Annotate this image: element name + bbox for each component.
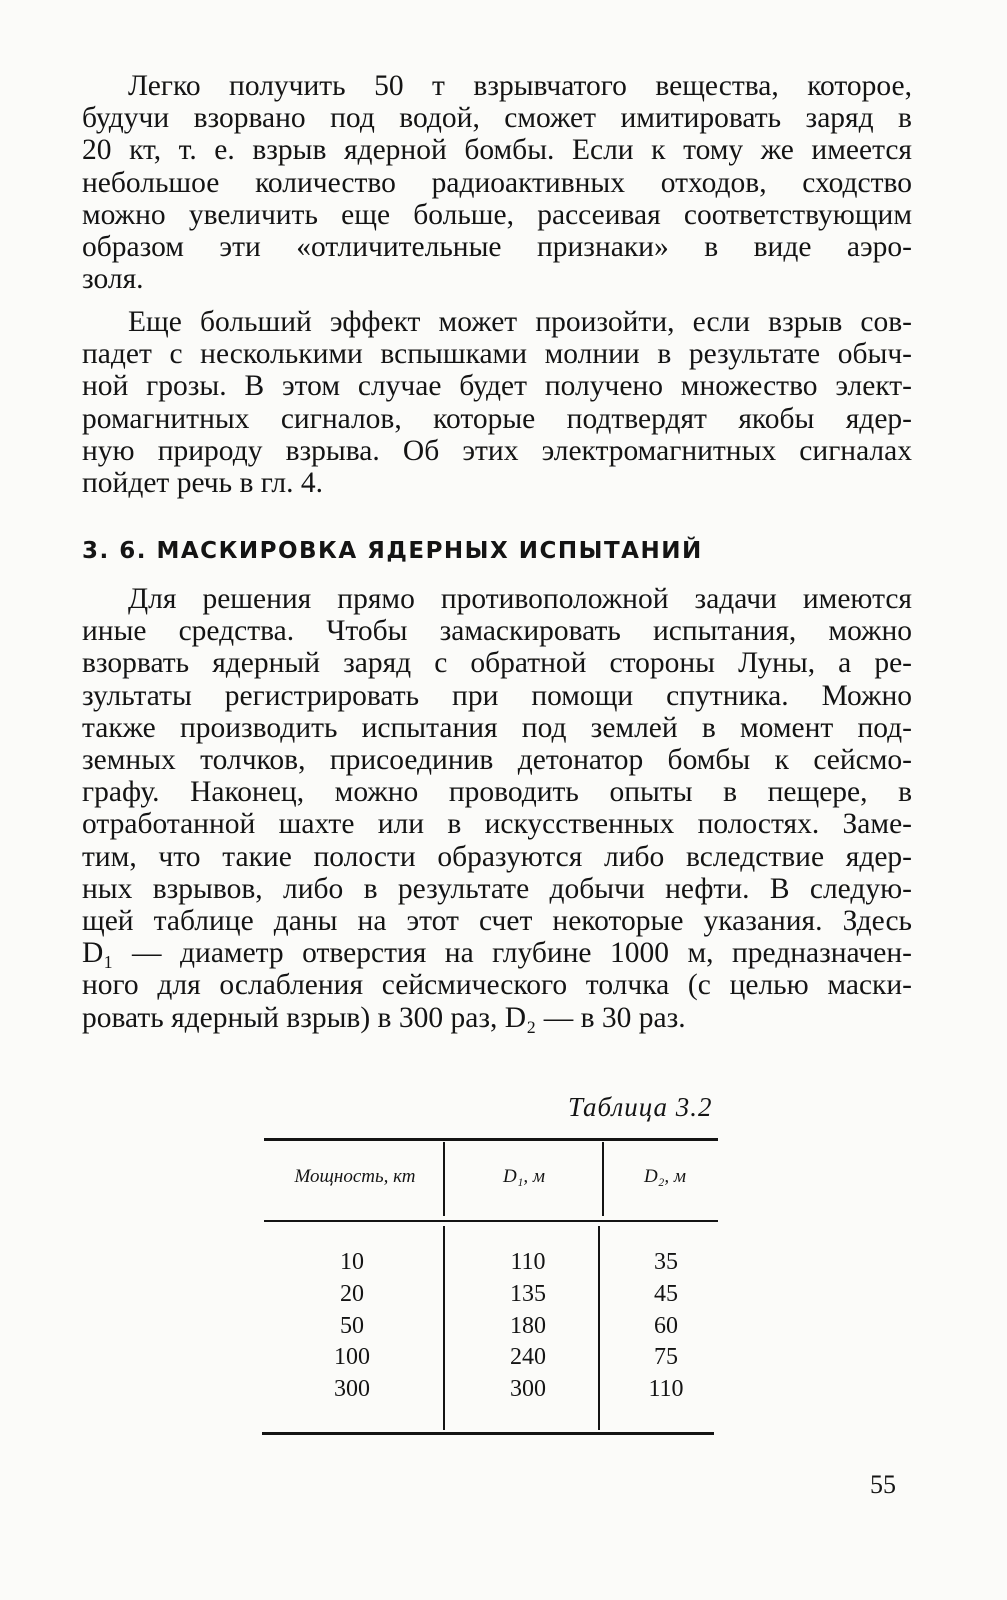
table-cell: 60: [654, 1313, 678, 1339]
text-line: Легко получить 50 т взрывчатого вещества, которое,: [128, 70, 912, 102]
table-bottom-rule: [262, 1432, 714, 1435]
column-header-d2: D₂, м: [644, 1166, 686, 1187]
table-header-rule: [264, 1220, 718, 1222]
table-caption: Таблица 3.2: [568, 1092, 713, 1122]
table-cell: 45: [654, 1281, 678, 1307]
table-cell: 300: [334, 1376, 370, 1402]
table-cell: 110: [648, 1376, 684, 1402]
text-line: щей таблице даны на этот счет некоторые указания. Здесь: [82, 905, 912, 938]
text-line: D₁ — диаметр отверстия на глубине 1000 м, предназначен-: [82, 937, 912, 970]
table-cell: 240: [510, 1344, 546, 1370]
text-line: падет с несколькими вспышками молнии в результате обыч-: [82, 338, 912, 371]
table-cell: 180: [510, 1313, 546, 1339]
text-line: также производить испытания под землей в момент под-: [82, 711, 912, 744]
section-heading: 3. 6. МАСКИРОВКА ЯДЕРНЫХ ИСПЫТАНИЙ: [82, 538, 703, 564]
text-line: небольшое количество радиоактивных отходов, сходство: [82, 166, 912, 199]
paragraph-1: [82, 70, 912, 295]
text-line: взорвать ядерный заряд с обратной стороны Луны, а ре-: [82, 647, 912, 680]
text-line: 20 кт, т. е. взрыв ядерной бомбы. Если к тому же имеется: [82, 134, 912, 167]
table-cell: 135: [510, 1281, 546, 1307]
text-line: ровать ядерный взрыв) в 300 раз, D₂ — в 30 раз.: [82, 1001, 686, 1034]
column-header-power: Мощность, кт: [294, 1166, 416, 1187]
paragraph-3: [82, 583, 912, 1034]
text-line: зультаты регистрировать при помощи спутника. Можно: [82, 679, 912, 712]
column-divider-2-lower: [598, 1226, 600, 1430]
text-line: образом эти «отличительные признаки» в виде аэро-: [82, 231, 912, 264]
table-cell: 110: [510, 1249, 546, 1275]
text-line: ных взрывов, либо в результате добычи нефти. В следую-: [82, 872, 912, 905]
text-line: Для решения прямо противоположной задачи имеются: [128, 583, 912, 615]
text-line: отработанной шахте или в искусственных полостях. Заме-: [82, 808, 912, 841]
text-line: золя.: [82, 263, 144, 296]
table-cell: 75: [654, 1344, 678, 1370]
column-divider-1-lower: [443, 1226, 445, 1430]
column-header-d1: D₁, м: [503, 1166, 545, 1187]
text-line: графу. Наконец, можно проводить опыты в пещере, в: [82, 776, 912, 809]
text-line: Еще больший эффект может произойти, если взрыв сов-: [128, 306, 912, 338]
paragraph-2: [82, 306, 912, 499]
text-line: ную природу взрыва. Об этих электромагнитных сигналах: [82, 434, 912, 467]
table-top-rule: [264, 1138, 718, 1141]
text-line: ной грозы. В этом случае будет получено множество элект-: [82, 370, 912, 403]
table-cell: 100: [334, 1344, 370, 1370]
text-line: тим, что такие полости образуются либо вследствие ядер-: [82, 840, 912, 873]
text-line: иные средства. Чтобы замаскировать испытания, можно: [82, 615, 912, 648]
text-line: будучи взорвано под водой, сможет имитировать заряд в: [82, 102, 912, 135]
table-cell: 300: [510, 1376, 546, 1402]
text-line: земных толчков, присоединив детонатор бомбы к сейсмо-: [82, 744, 912, 777]
text-line: пойдет речь в гл. 4.: [82, 467, 323, 500]
table-cell: 35: [654, 1249, 678, 1275]
text-line: ромагнитных сигналов, которые подтвердят якобы ядер-: [82, 402, 912, 435]
column-divider-1-upper: [443, 1142, 445, 1216]
table-cell: 20: [340, 1281, 364, 1307]
page-number: 55: [870, 1470, 896, 1499]
table-cell: 10: [340, 1249, 364, 1275]
table-cell: 50: [340, 1313, 364, 1339]
text-line: можно увеличить еще больше, рассеивая соответствующим: [82, 198, 912, 231]
text-line: ного для ослабления сейсмического толчка (с целью маски-: [82, 969, 912, 1002]
